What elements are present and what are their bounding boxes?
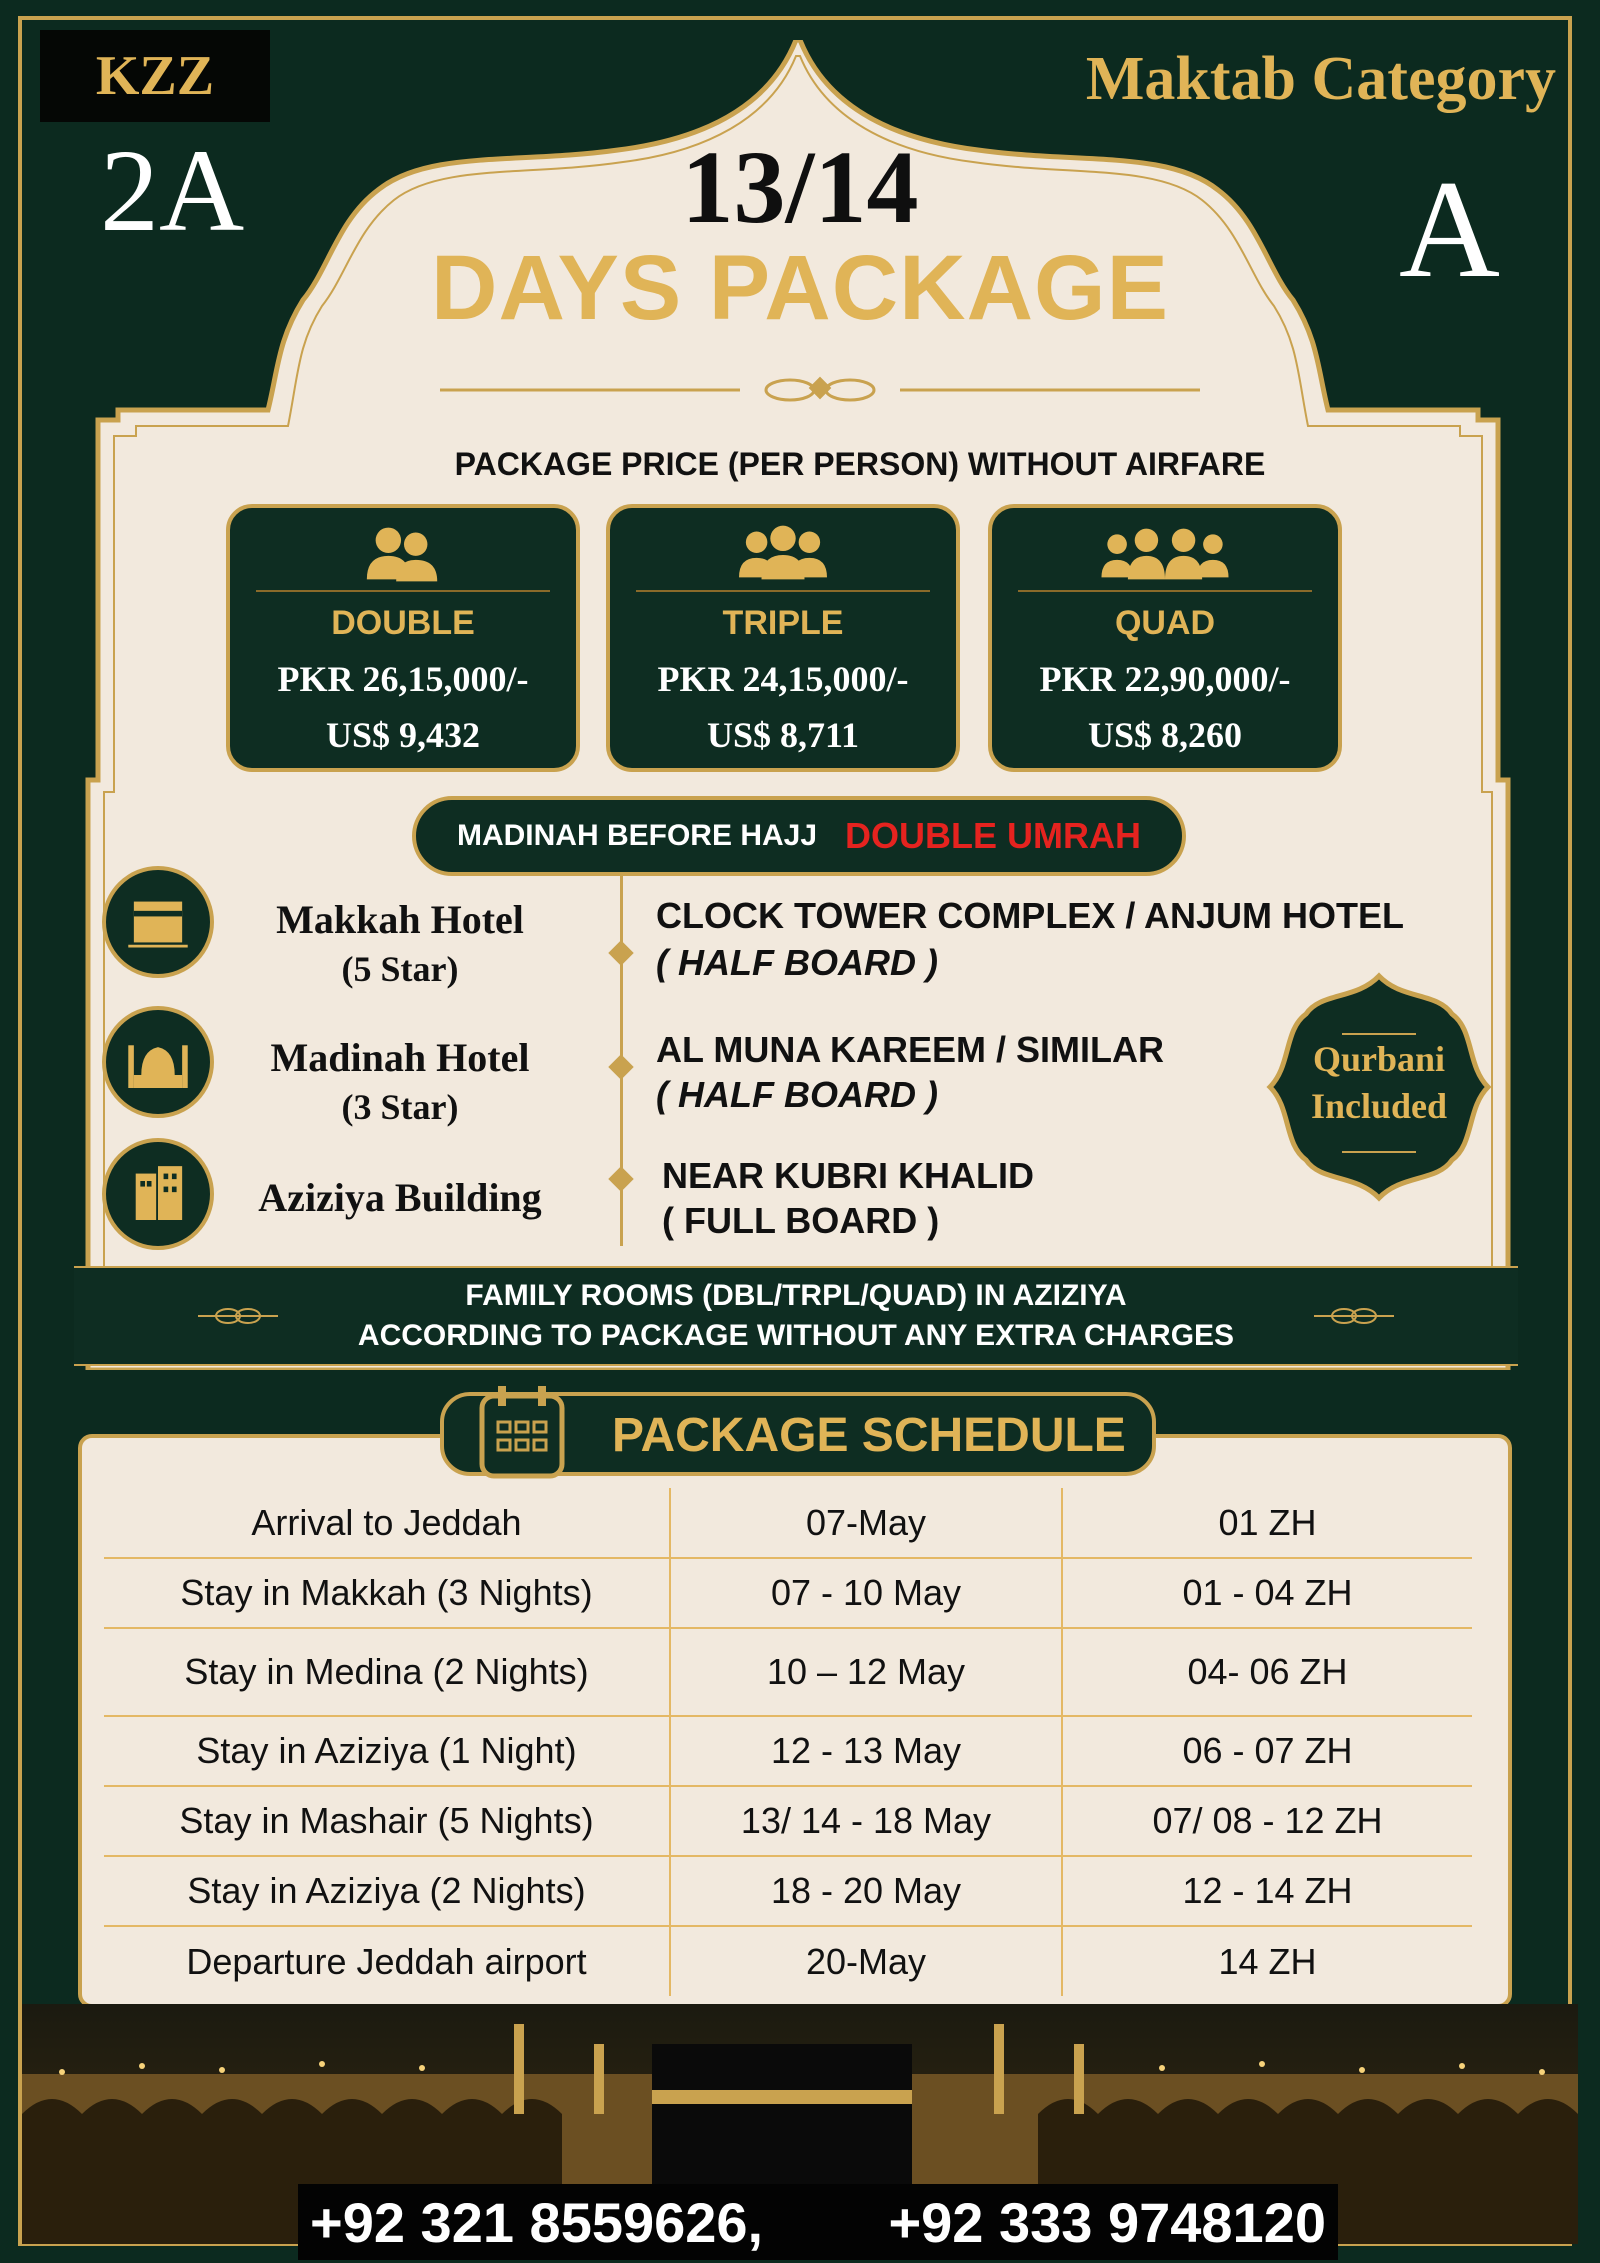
table-row	[104, 1488, 1472, 1558]
hotel-board-aziziya: ( FULL BOARD )	[662, 1200, 940, 1241]
price-heading: PACKAGE PRICE (PER PERSON) WITHOUT AIRFARE	[454, 446, 1266, 482]
schedule-hijri: 04- 06 ZH	[1062, 1628, 1472, 1716]
package-title: DAYS PACKAGE	[431, 237, 1169, 339]
price-card-quad	[988, 504, 1342, 772]
schedule-hijri: 14 ZH	[1218, 1940, 1317, 1982]
family-note-line2: ACCORDING TO PACKAGE WITHOUT ANY EXTRA CHARGES	[357, 1319, 1235, 1352]
schedule-date: 12 - 13 May	[670, 1716, 1062, 1786]
price-usd-triple: US$ 8,711	[706, 715, 860, 755]
four-people-icon	[992, 518, 1338, 588]
hotel-name-makkah: Makkah Hotel	[276, 897, 524, 942]
schedule-event: Stay in Aziziya (2 Nights)	[104, 1856, 670, 1926]
itinerary-banner	[412, 796, 1186, 876]
kaaba-icon	[102, 866, 214, 978]
schedule-hijri: 12 - 14 ZH	[1062, 1856, 1472, 1926]
schedule-date: 07-May	[670, 1488, 1062, 1558]
qurbani-line2: Included	[1310, 1085, 1448, 1126]
family-note-line1: FAMILY ROOMS (DBL/TRPL/QUAD) IN AZIZIYA	[465, 1279, 1127, 1312]
room-type-double: DOUBLE	[331, 604, 475, 642]
phone-number-2[interactable]: +92 333 9748120	[888, 2190, 1326, 2254]
schedule-event: Stay in Makkah (3 Nights)	[104, 1558, 670, 1628]
card-rule	[636, 590, 930, 592]
package-days: 13/14	[681, 130, 919, 245]
price-pkr-double: PKR 26,15,000/-	[277, 659, 529, 699]
price-usd-double: US$ 9,432	[325, 715, 481, 755]
card-rule	[256, 590, 550, 592]
schedule-event: Stay in Medina (2 Nights)	[104, 1628, 670, 1716]
table-row	[104, 1628, 1472, 1716]
room-type-triple: TRIPLE	[722, 604, 844, 642]
contact-band	[298, 2184, 1338, 2260]
table-row	[104, 1786, 1472, 1856]
ornament-icon	[1314, 1296, 1394, 1336]
qurbani-text	[1262, 1036, 1496, 1130]
schedule-date: 10 – 12 May	[670, 1628, 1062, 1716]
price-usd-quad: US$ 8,260	[1087, 715, 1243, 755]
calendar-icon	[476, 1382, 568, 1482]
route-text: MADINAH BEFORE HAJJ	[456, 819, 818, 852]
price-pkr-triple: PKR 24,15,000/-	[657, 659, 909, 699]
price-pkr-quad: PKR 22,90,000/-	[1039, 659, 1291, 699]
table-row	[104, 1856, 1472, 1926]
ornament-divider	[440, 370, 1200, 410]
mosque-icon	[102, 1006, 214, 1118]
group-code: 2A	[100, 125, 245, 256]
hotel-name-madinah: Madinah Hotel	[270, 1035, 530, 1080]
table-row	[104, 1926, 1472, 1996]
schedule-event: Departure Jeddah airport	[104, 1926, 670, 1996]
hotel-detail-aziziya: NEAR KUBRI KHALID	[662, 1155, 1034, 1196]
building-icon	[102, 1138, 214, 1250]
schedule-event: Stay in Mashair (5 Nights)	[104, 1786, 670, 1856]
qurbani-line1: Qurbani	[1312, 1039, 1446, 1079]
phone-number-1[interactable]: +92 321 8559626,	[310, 2190, 764, 2254]
schedule-table	[104, 1488, 1472, 1996]
schedule-date: 07 - 10 May	[670, 1558, 1062, 1628]
price-card-triple	[606, 504, 960, 772]
schedule-hijri: 07/ 08 - 12 ZH	[1062, 1786, 1472, 1856]
schedule-event: Stay in Aziziya (1 Night)	[104, 1716, 670, 1786]
hotel-detail-makkah: CLOCK TOWER COMPLEX / ANJUM HOTEL	[656, 895, 1405, 936]
schedule-title: PACKAGE SCHEDULE	[612, 1409, 1126, 1462]
schedule-hijri: 01 - 04 ZH	[1062, 1558, 1472, 1628]
hotel-board-madinah: ( HALF BOARD )	[656, 1074, 938, 1115]
maktab-category-label: Maktab Category	[1085, 45, 1556, 113]
hotel-board-makkah: ( HALF BOARD )	[656, 942, 938, 983]
hotel-stars-madinah: (3 Star)	[341, 1087, 459, 1127]
schedule-date: 20-May	[670, 1926, 1062, 1996]
agency-code-badge: KZZ	[40, 30, 270, 122]
table-row	[104, 1558, 1472, 1628]
schedule-hijri: 01 ZH	[1062, 1488, 1472, 1558]
hotel-detail-madinah: AL MUNA KAREEM / SIMILAR	[656, 1029, 1164, 1070]
price-card-double	[226, 504, 580, 772]
room-type-quad: QUAD	[1114, 604, 1216, 642]
schedule-event: Arrival to Jeddah	[104, 1488, 670, 1558]
table-row	[104, 1716, 1472, 1786]
hotel-stars-makkah: (5 Star)	[341, 949, 459, 989]
schedule-date: 18 - 20 May	[670, 1856, 1062, 1926]
schedule-hijri: 06 - 07 ZH	[1062, 1716, 1472, 1786]
hotel-name-aziziya: Aziziya Building	[258, 1175, 542, 1220]
schedule-date: 13/ 14 - 18 May	[670, 1786, 1062, 1856]
card-rule	[1018, 590, 1312, 592]
maktab-category-value: A	[1398, 152, 1500, 307]
two-people-icon	[230, 518, 576, 588]
three-people-icon	[610, 518, 956, 588]
double-umrah-text: DOUBLE UMRAH	[845, 815, 1141, 856]
family-rooms-band	[74, 1266, 1518, 1366]
